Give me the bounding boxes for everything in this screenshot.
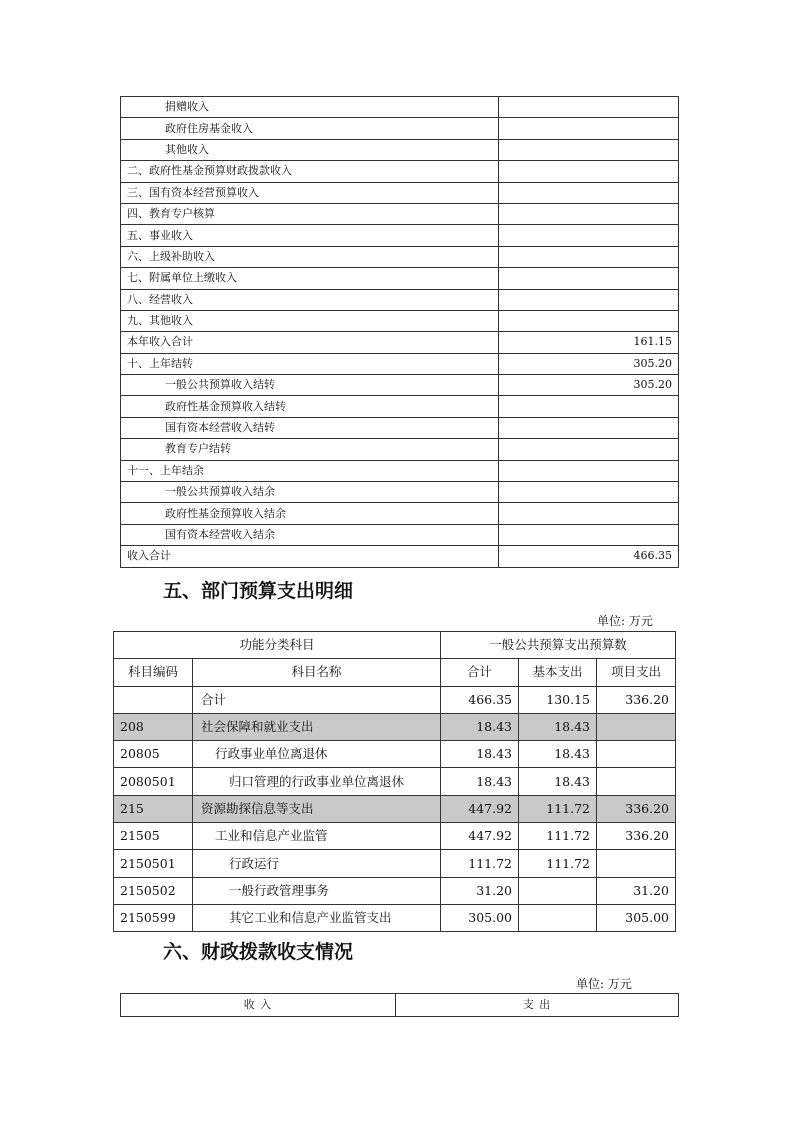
subject-name: 工业和信息产业监管 <box>193 823 441 850</box>
project-value <box>597 850 676 877</box>
fiscal-appropriation-table <box>120 993 679 1017</box>
expenditure-row <box>114 823 676 850</box>
total-value: 111.72 <box>441 850 519 877</box>
income-item-label: 其他收入 <box>121 139 499 160</box>
income-row <box>121 161 679 182</box>
income-row <box>121 503 679 524</box>
header-general-budget: 一般公共预算支出预算数 <box>441 632 676 659</box>
subject-name: 行政事业单位离退休 <box>193 741 441 768</box>
basic-value <box>519 877 597 904</box>
header-project: 项目支出 <box>597 659 676 686</box>
expenditure-row <box>114 686 676 713</box>
project-value: 336.20 <box>597 686 676 713</box>
total-value: 18.43 <box>441 713 519 740</box>
income-item-label: 九、其他收入 <box>121 310 499 331</box>
subject-name: 资源勘探信息等支出 <box>193 795 441 822</box>
expenditure-row <box>114 904 676 931</box>
income-item-label: 七、附属单位上缴收入 <box>121 268 499 289</box>
income-item-label: 八、经营收入 <box>121 289 499 310</box>
income-row <box>121 524 679 545</box>
income-item-label: 收入合计 <box>121 546 499 567</box>
header-code: 科目编码 <box>114 659 193 686</box>
income-item-value: 466.35 <box>499 546 679 567</box>
header-name: 科目名称 <box>193 659 441 686</box>
project-value: 336.20 <box>597 823 676 850</box>
income-item-label: 本年收入合计 <box>121 332 499 353</box>
expenditure-row <box>114 741 676 768</box>
expenditure-row <box>114 877 676 904</box>
income-item-value <box>499 503 679 524</box>
subject-code: 20805 <box>114 741 193 768</box>
section5-title: 五、部门预算支出明细 <box>163 580 354 602</box>
income-item-value <box>499 524 679 545</box>
income-item-label: 国有资本经营收入结转 <box>121 417 499 438</box>
income-item-value <box>499 460 679 481</box>
income-item-label: 四、教育专户核算 <box>121 203 499 224</box>
header-basic: 基本支出 <box>519 659 597 686</box>
subject-name: 行政运行 <box>193 850 441 877</box>
income-item-value <box>499 396 679 417</box>
expenditure-detail-table <box>113 631 676 932</box>
income-row <box>121 118 679 139</box>
header-expense: 支 出 <box>396 994 679 1017</box>
total-value: 31.20 <box>441 877 519 904</box>
section6-unit: 单位: 万元 <box>576 977 632 991</box>
project-value <box>597 741 676 768</box>
income-item-value <box>499 225 679 246</box>
basic-value: 111.72 <box>519 823 597 850</box>
income-item-label: 十、上年结转 <box>121 353 499 374</box>
income-item-value <box>499 417 679 438</box>
subject-code: 2150501 <box>114 850 193 877</box>
subject-code: 21505 <box>114 823 193 850</box>
income-row <box>121 332 679 353</box>
income-row <box>121 246 679 267</box>
income-item-label: 三、国有资本经营预算收入 <box>121 182 499 203</box>
income-item-label: 政府住房基金收入 <box>121 118 499 139</box>
header-total: 合计 <box>441 659 519 686</box>
total-value: 447.92 <box>441 823 519 850</box>
income-item-value <box>499 139 679 160</box>
income-row <box>121 182 679 203</box>
income-item-label: 一般公共预算收入结余 <box>121 482 499 503</box>
subject-code: 208 <box>114 713 193 740</box>
total-value: 18.43 <box>441 741 519 768</box>
income-row <box>121 225 679 246</box>
income-row <box>121 417 679 438</box>
income-item-value <box>499 97 679 118</box>
subject-name: 社会保障和就业支出 <box>193 713 441 740</box>
expenditure-row <box>114 795 676 822</box>
basic-value: 18.43 <box>519 768 597 795</box>
income-item-value: 305.20 <box>499 353 679 374</box>
basic-value: 18.43 <box>519 741 597 768</box>
income-item-label: 政府性基金预算收入结转 <box>121 396 499 417</box>
income-item-label: 一般公共预算收入结转 <box>121 375 499 396</box>
subject-name: 一般行政管理事务 <box>193 877 441 904</box>
section6-title: 六、财政拨款收支情况 <box>163 941 354 963</box>
subject-name: 归口管理的行政事业单位离退休 <box>193 768 441 795</box>
income-item-value <box>499 310 679 331</box>
income-row <box>121 482 679 503</box>
header-functional-category: 功能分类科目 <box>114 632 441 659</box>
income-item-label: 政府性基金预算收入结余 <box>121 503 499 524</box>
income-row <box>121 310 679 331</box>
income-item-value <box>499 182 679 203</box>
project-value: 336.20 <box>597 795 676 822</box>
income-item-label: 六、上级补助收入 <box>121 246 499 267</box>
income-row <box>121 268 679 289</box>
subject-code: 215 <box>114 795 193 822</box>
income-item-label: 十一、上年结余 <box>121 460 499 481</box>
project-value: 31.20 <box>597 877 676 904</box>
project-value: 305.00 <box>597 904 676 931</box>
basic-value: 111.72 <box>519 850 597 877</box>
subject-code: 2080501 <box>114 768 193 795</box>
income-item-label: 五、事业收入 <box>121 225 499 246</box>
total-value: 18.43 <box>441 768 519 795</box>
income-item-value: 161.15 <box>499 332 679 353</box>
income-row <box>121 289 679 310</box>
income-item-value <box>499 439 679 460</box>
income-item-value <box>499 482 679 503</box>
income-row <box>121 460 679 481</box>
income-row <box>121 139 679 160</box>
total-value: 466.35 <box>441 686 519 713</box>
income-item-value <box>499 289 679 310</box>
subject-code: 2150502 <box>114 877 193 904</box>
subject-name: 合计 <box>193 686 441 713</box>
income-item-label: 捐赠收入 <box>121 97 499 118</box>
income-row <box>121 439 679 460</box>
income-item-label: 国有资本经营收入结余 <box>121 524 499 545</box>
income-row <box>121 203 679 224</box>
income-item-value: 305.20 <box>499 375 679 396</box>
income-item-value <box>499 161 679 182</box>
basic-value: 18.43 <box>519 713 597 740</box>
project-value <box>597 713 676 740</box>
total-value: 447.92 <box>441 795 519 822</box>
subject-code <box>114 686 193 713</box>
income-row <box>121 97 679 118</box>
total-value: 305.00 <box>441 904 519 931</box>
basic-value: 130.15 <box>519 686 597 713</box>
basic-value <box>519 904 597 931</box>
income-row <box>121 396 679 417</box>
income-table <box>120 96 679 568</box>
income-row <box>121 546 679 567</box>
income-row <box>121 375 679 396</box>
income-item-value <box>499 268 679 289</box>
income-item-label: 教育专户结转 <box>121 439 499 460</box>
project-value <box>597 768 676 795</box>
expenditure-row <box>114 713 676 740</box>
expenditure-row <box>114 768 676 795</box>
header-income: 收 入 <box>121 994 396 1017</box>
basic-value: 111.72 <box>519 795 597 822</box>
expenditure-row <box>114 850 676 877</box>
income-item-value <box>499 203 679 224</box>
income-item-value <box>499 118 679 139</box>
income-row <box>121 353 679 374</box>
subject-code: 2150599 <box>114 904 193 931</box>
section5-unit: 单位: 万元 <box>597 614 653 628</box>
income-item-value <box>499 246 679 267</box>
subject-name: 其它工业和信息产业监管支出 <box>193 904 441 931</box>
income-item-label: 二、政府性基金预算财政拨款收入 <box>121 161 499 182</box>
